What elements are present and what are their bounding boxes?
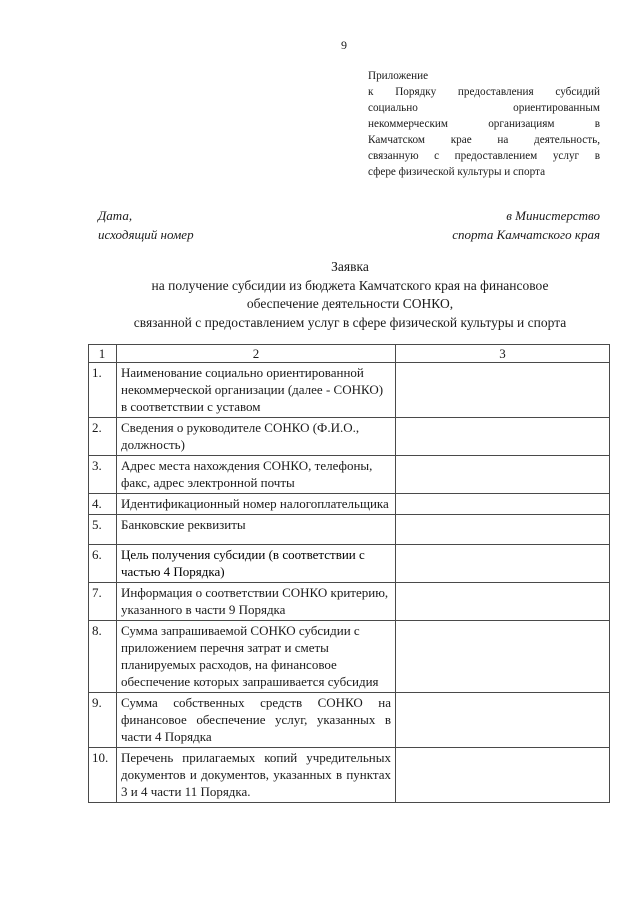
row-number: 9.	[89, 693, 117, 748]
table-row	[89, 583, 610, 621]
row-value-cell[interactable]	[396, 583, 610, 621]
row-number: 5.	[89, 515, 117, 545]
date-label: Дата,	[98, 208, 133, 223]
header-cell-2: 2	[117, 345, 396, 363]
date-block	[98, 206, 194, 244]
row-description: Идентификационный номер налогоплательщика	[117, 494, 396, 515]
table-row	[89, 494, 610, 515]
row-description: Информация о соответствии СОНКО критерию, указанного в части 9 Порядка	[117, 583, 396, 621]
table-row	[89, 363, 610, 418]
appendix-line: некоммерческим организациям в	[368, 118, 600, 130]
table-row	[89, 418, 610, 456]
table-row	[89, 621, 610, 693]
row-value-cell[interactable]	[396, 515, 610, 545]
row-number: 6.	[89, 545, 117, 583]
row-description: Перечень прилагаемых копий учредительных документов и документов, указанных в пунктах 3 и 4 части 11 Порядка.	[117, 748, 396, 803]
row-number: 3.	[89, 456, 117, 494]
row-description: Сумма собственных средств СОНКО на финансовое обеспечение услуг, указанных в части 4 Порядка	[117, 693, 396, 748]
title-heading: Заявка	[331, 259, 369, 274]
table-header-row	[89, 345, 610, 363]
row-description: Адрес места нахождения СОНКО, телефоны, факс, адрес электронной почты	[117, 456, 396, 494]
header-cell-3: 3	[396, 345, 610, 363]
row-number: 8.	[89, 621, 117, 693]
appendix-line: сфере физической культуры и спорта	[368, 166, 546, 178]
table-row	[89, 748, 610, 803]
row-number: 7.	[89, 583, 117, 621]
appendix-line: Камчатском крае на деятельность,	[368, 134, 600, 146]
addressee-line-2: спорта Камчатского края	[452, 227, 600, 242]
row-number: 4.	[89, 494, 117, 515]
row-description: Сведения о руководителе СОНКО (Ф.И.О., должность)	[117, 418, 396, 456]
row-number: 10.	[89, 748, 117, 803]
row-description: Банковские реквизиты	[117, 515, 396, 545]
table-row	[89, 515, 610, 545]
title-line-3: связанной с предоставлением услуг в сфере физической культуры и спорта	[133, 314, 567, 330]
row-number: 2.	[89, 418, 117, 456]
appendix-line: связанную с предоставлением услуг в	[368, 150, 600, 162]
page-number: 9	[341, 38, 347, 52]
addressee-line-1: в Министерство	[506, 208, 600, 223]
row-value-cell[interactable]	[396, 494, 610, 515]
row-value-cell[interactable]	[396, 545, 610, 583]
application-table	[88, 344, 610, 803]
row-value-cell[interactable]	[396, 748, 610, 803]
table-row	[89, 545, 610, 583]
table-row	[89, 693, 610, 748]
row-description: Наименование социально ориентированной некоммерческой организации (далее - СОНКО) в соответствии с уставом	[117, 363, 396, 418]
addressee-block	[400, 206, 600, 244]
outgoing-number-label: исходящий номер	[98, 227, 194, 242]
title-line-2: обеспечение деятельности СОНКО,	[246, 296, 454, 311]
document-title	[90, 258, 610, 332]
row-value-cell[interactable]	[396, 418, 610, 456]
row-description: Цель получения субсидии (в соответствии с частью 4 Порядка)	[117, 545, 396, 583]
row-description: Сумма запрашиваемой СОНКО субсидии с приложением перечня затрат и сметы планируемых расходов, на финансовое обеспечение которых запрашивается субсидия	[117, 621, 396, 693]
title-line-1: на получение субсидии из бюджета Камчатского края на финансовое	[151, 277, 549, 293]
row-value-cell[interactable]	[396, 693, 610, 748]
appendix-line: Приложение	[368, 70, 429, 82]
row-value-cell[interactable]	[396, 456, 610, 494]
table-row	[89, 456, 610, 494]
row-value-cell[interactable]	[396, 363, 610, 418]
appendix-line: социально ориентированным	[368, 102, 600, 114]
appendix-header	[368, 68, 600, 180]
row-value-cell[interactable]	[396, 621, 610, 693]
header-cell-1: 1	[89, 345, 117, 363]
appendix-line: к Порядку предоставления субсидий	[368, 86, 600, 98]
row-number: 1.	[89, 363, 117, 418]
